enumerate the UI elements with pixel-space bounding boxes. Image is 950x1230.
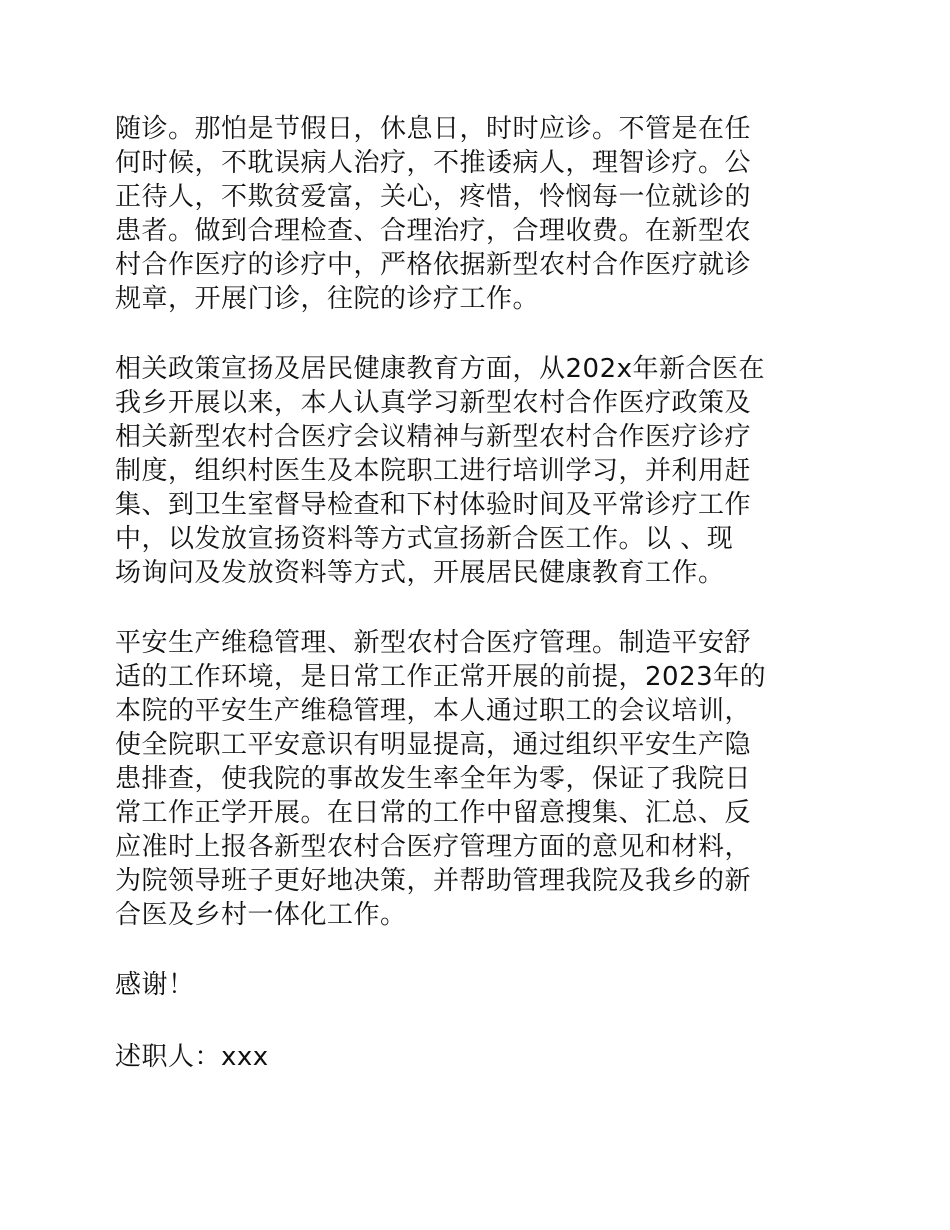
paragraph-medical-service: 随诊。那怕是节假日，休息日，时时应诊。不管是在任 何时候，不耽误病人治疗，不推诿病人，理智诊疗。公 正待人，不欺贫爱富，关心，疼惜，怜悯每一位就诊的 患者。做到合理检查、合理治疗，合理收费。在新型农 村合作医疗的诊疗中，严格依据新型农村合作医疗就诊 规章，开展门诊，往院的诊疗工作。 bbox=[115, 114, 752, 314]
paragraph-safety-management: 平安生产维稳管理、新型农村合医疗管理。制造平安舒 适的工作环境，是日常工作正常开展的前提，2023年的 本院的平安生产维稳管理，本人通过职工的会议培训， 使全院职工平安意识有明显提高，通过组织平安生产隐 患排查，使我院的事故发生率全年为零，保证了我院日 常工作正学开展。在日常的工作中留意搜集、汇总、反 应准时上报各新型农村合医疗管理方面的意见和材料， 为院领导班子更好地决策，并帮助管理我院及我乡的新 合医及乡村一体化工作。 bbox=[115, 628, 767, 930]
signature-line: 述职人：xxx bbox=[115, 1042, 269, 1072]
paragraph-policy-education: 相关政策宣扬及居民健康教育方面，从202x年新合医在 我乡开展以来，本人认真学习新型农村合作医疗政策及 相关新型农村合医疗会议精神与新型农村合作医疗诊疗 制度，组织村医生及本院职工进行培训学习，并利用赶 集、到卫生室督导检查和下村体验时间及平常诊疗工作 中，以发放宣扬资料等方式宣扬新合医工作。以 、现 场询问及发放资料等方式，开展居民健康教育工作。 bbox=[115, 354, 766, 588]
document-body bbox=[115, 112, 840, 1112]
closing-thanks: 感谢！ bbox=[115, 970, 195, 1000]
